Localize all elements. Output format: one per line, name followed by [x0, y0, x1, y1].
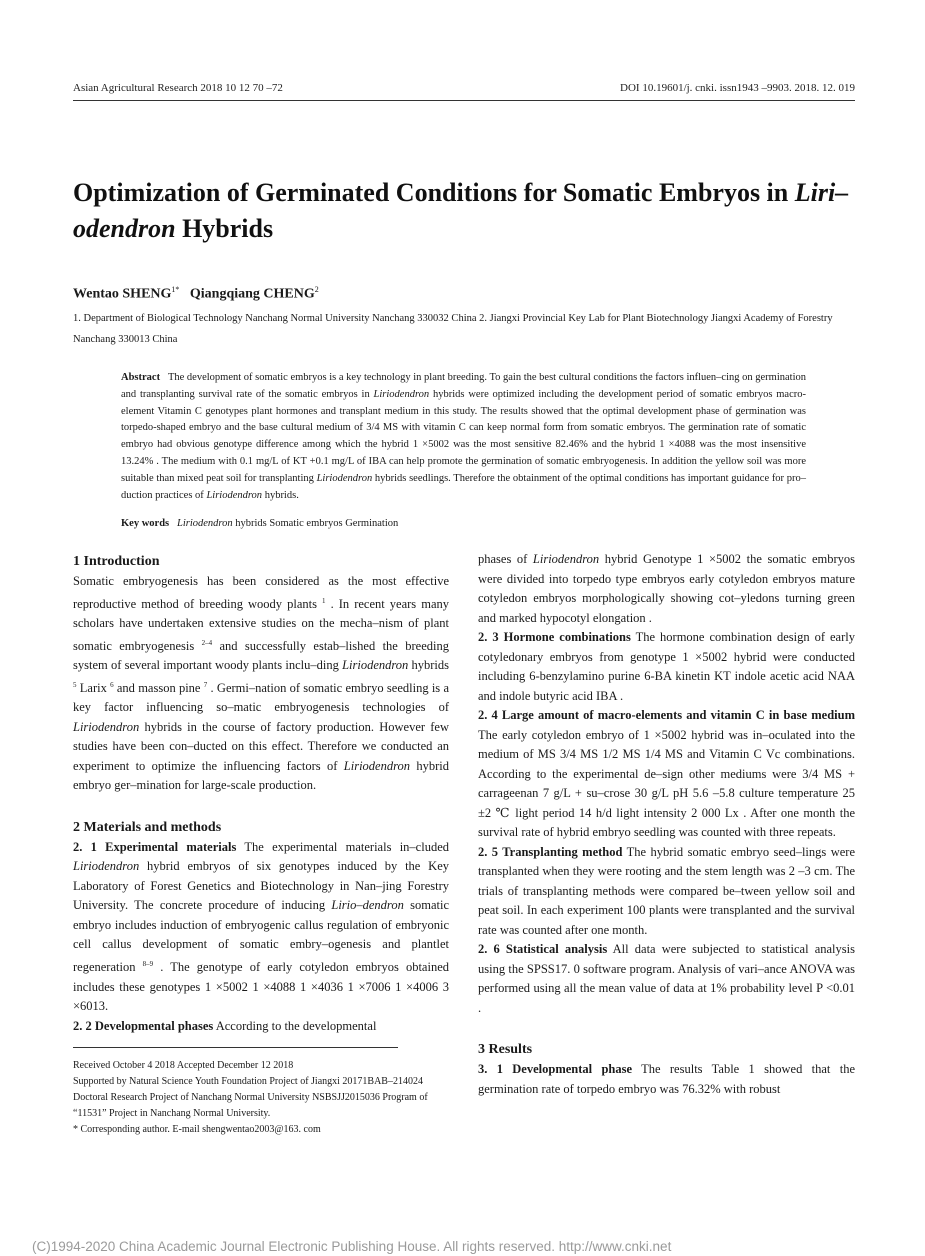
s22-text: According to the developmental: [213, 1018, 377, 1033]
s21-text: . The genotype of early cotyledon embryos obtained includes these genotypes 1 ×5002 1 ×4088 1 ×4036 1 ×7006 1 ×4006 3 ×6013.: [73, 960, 449, 1014]
authors: [73, 285, 319, 303]
ref-sup: 1: [322, 596, 326, 605]
section-2-2-continued: [478, 550, 855, 628]
keyword-italic: Liriodendron: [177, 518, 233, 529]
s1-text: and successfully estab–lished the breeding system of several important woody plants inclu–ding: [73, 638, 449, 673]
s31-text: The results Table 1 showed that the germination rate of torpedo embryo was 76.32% with robust: [478, 1062, 855, 1096]
title-text-1: Optimization of Germinated Conditions for Somatic Embryos in: [73, 178, 795, 207]
abstract-label: Abstract: [121, 372, 161, 383]
title-text-2: Hybrids: [175, 214, 274, 243]
ref-sup: 6: [110, 680, 114, 689]
s21-italic: Lirio–dendron: [331, 898, 404, 913]
abstract-text-g: hybrids.: [262, 489, 299, 501]
ref-sup: 5: [73, 680, 77, 689]
section-2-6-heading: 2. 6 Statistical analysis: [478, 942, 608, 956]
abstract-italic-2: Liriodendron: [316, 472, 373, 484]
s1-text: hybrids in the course of factory production. However few studies have been con–ducted on this effect. Therefore we conducted an experiment to optimize the influencing factors of: [73, 719, 449, 773]
s21-italic: Liriodendron: [73, 859, 140, 874]
s23-text: The hormone combination design of early cotyledonary embryos from genotype 1 ×5002 hybrid were conducted including 6-benzylamino purine 6-BA kinetin KT indole acetic acid NAA and indole butyric acid IBA .: [478, 630, 855, 703]
footnote-divider: [73, 1047, 398, 1048]
s1-text: hybrid embryo ger–mination for large-scale production.: [73, 758, 449, 793]
author-2: Qiangqiang CHENG: [189, 286, 315, 302]
abstract-italic-1: Liriodendron: [373, 388, 430, 400]
section-2-2-heading: 2. 2 Developmental phases: [73, 1018, 214, 1033]
keywords: [121, 518, 398, 529]
s1-italic: Liriodendron: [342, 658, 409, 673]
keywords-label: Key words: [121, 518, 170, 529]
running-header-doi: DOI 10.19601/j. cnki. issn1943 –9903. 2018. 12. 019: [620, 82, 855, 94]
s1-text: and masson pine: [113, 680, 204, 695]
s25-text: The hybrid somatic embryo seed–lings were transplanted when they were rooting and the stem length was 2 –3 cm. The trials of transplanting methods were compared be–tween yellow soil and peat soil. In each experiment 100 plants were transplanted and the survival rate was counted after one month.: [478, 844, 855, 937]
section-2-1-heading: 2. 1 Experimental materials: [73, 839, 237, 854]
abstract-text-a: The development of somatic embryos is a key technology in plant breeding. To gain the best cultural conditions the factors influen–cing on germination and transplanting survival rate of the somatic embryos in: [121, 372, 807, 400]
section-1-paragraph: [73, 572, 449, 796]
paper-title: [73, 175, 873, 247]
section-2-4-paragraph: [478, 706, 855, 843]
s1-text: . In recent years many scholars have undertaken extensive studies on the mecha–nism of plant somatic embryogenesis: [73, 596, 449, 653]
abstract-text-e: hybrids seedlings. Therefore the obtainment of the optimal conditions has important guidance for pro–duction practices of: [121, 472, 806, 501]
section-3-1-heading: 3. 1 Developmental phase: [478, 1062, 633, 1076]
abstract-text-c: hybrids were optimized including the development period of somatic embryos macro-element Vitamin C genotypes plant hormones and transplant medium in this study. The results showed that the optimal development phase of germination was torpedo-shaped embryo and the base cultural medium of 3/4 MS with vitamin C can keep normal form from somatic embryos. The germination rate of somatic embryo had obvious genotype difference among which the hybrid 1 ×5002 was the most sensitive 82.46% and the hybrid 1 ×4088 was the most insensitive 13.24% . The medium with 0.1 mg/L of KT +0.1 mg/L of IBA can help promote the germination of somatic embryogenesis. In addition the yellow soil was more suitable than mixed peat soil for transplanting: [121, 388, 806, 484]
section-2-4-heading: 2. 4 Large amount of macro-elements and vitamin C in base medium: [478, 708, 855, 722]
footnote-received: Received October 4 2018 Accepted December 12 2018: [73, 1060, 294, 1071]
footnote-corresponding: * Corresponding author. E-mail shengwentao2003@163. com: [73, 1124, 321, 1135]
copyright-notice: (C)1994-2020 China Academic Journal Electronic Publishing House. All rights reserved. http://www.cnki.net: [32, 1239, 672, 1254]
affiliation: 1. Department of Biological Technology Nanchang Normal University Nanchang 330032 China 2. Jiangxi Provincial Key Lab for Plant Biotechnology Jiangxi Academy of Forestry Nanchang 330013 China: [73, 313, 833, 345]
s1-italic: Liriodendron: [73, 719, 140, 734]
left-column: [73, 550, 449, 1036]
section-2-5-heading: 2. 5 Transplanting method: [478, 844, 623, 859]
s26-text: All data were subjected to statistical analysis using the SPSS17. 0 software program. Analysis of vari–ance ANOVA was performed using all the mean value of data at 1% probability level P <0.01 .: [478, 942, 855, 1015]
section-2-2-paragraph: [73, 1017, 449, 1037]
section-2-5-paragraph: [478, 843, 855, 941]
abstract: [121, 370, 806, 504]
title-italic: Liri–odendron: [73, 178, 849, 243]
s1-text: hybrids: [408, 658, 450, 673]
s21-text: hybrid embryos of six genotypes induced by the Key Laboratory of Forest Genetics and Biotechnology in Nan–jing Forestry University. The concrete procedure of inducing: [73, 859, 449, 913]
header-divider: [73, 100, 855, 101]
s22c-text: hybrid Genotype 1 ×5002 the somatic embryos were divided into torpedo type embryos early cotyledon embryos mature cotyledon embryos morphologically showing cot–yledons turning green and marked hypocotyl elongation .: [478, 552, 855, 625]
keyword-rest: hybrids Somatic embryos Germination: [232, 518, 399, 529]
author-1-sup: 1*: [171, 285, 180, 294]
spacer: [73, 796, 449, 816]
s22c-text: phases of: [478, 552, 533, 566]
s1-text: Somatic embryogenesis has been considered as the most effective reproductive method of breeding woody plants: [73, 574, 449, 611]
s24-text: The early cotyledon embryo of 1 ×5002 hybrid was in–oculated into the medium of MS 3/4 MS 1/2 MS 1/4 MS and Vitamin C Vc combinations. According to the experimental de–sign other mediums were 3/4 MS + carrageenan 7 g/L + su–crose 30 g/L pH 5.6 –5.8 culture temperature 25 ±2 ℃ light period 14 h/d light intensity 2 000 Lx . After one month the survival rate of hybrid embryo seedling was counted with three repeats.: [478, 727, 855, 839]
section-3-1-paragraph: [478, 1060, 855, 1099]
running-header-journal: Asian Agricultural Research 2018 10 12 70 –72: [73, 82, 283, 94]
section-3-heading: 3 Results: [478, 1042, 533, 1057]
section-2-3-heading: 2. 3 Hormone combinations: [478, 630, 631, 644]
s1-italic: Liriodendron: [343, 758, 410, 773]
section-2-1-paragraph: [73, 838, 449, 1017]
ref-sup: 2–4: [201, 638, 213, 647]
footnote-supported: Supported by Natural Science Youth Foundation Project of Jiangxi 20171BAB–214024 Doctoral Research Project of Nanchang Normal University NSBSJJ2015036 Program of “11531” Project in Nanchang Normal University.: [73, 1076, 428, 1119]
section-1-heading: 1 Introduction: [73, 554, 160, 569]
abstract-italic-3: Liriodendron: [206, 489, 263, 501]
s21-text: somatic embryo includes induction of embryogenic callus regulation of embryonic cell callus development of somatic embry–ogenesis and plantlet regeneration: [73, 898, 449, 975]
ref-sup: 8–9: [142, 959, 154, 968]
right-column: [478, 550, 855, 1099]
author-1: Wentao SHENG: [73, 286, 172, 302]
s22c-italic: Liriodendron: [532, 552, 600, 566]
ref-sup: 7: [203, 680, 208, 689]
section-2-3-paragraph: [478, 628, 855, 706]
author-2-sup: 2: [314, 285, 319, 294]
s1-text: . Germi–nation of somatic embryo seedling is a key factor influencing so–matic embryogenesis technologies of: [73, 680, 449, 715]
section-2-heading: 2 Materials and methods: [73, 819, 222, 835]
spacer: [478, 1018, 855, 1038]
section-2-6-paragraph: [478, 940, 855, 1018]
s21-text: The experimental materials in–cluded: [236, 839, 450, 854]
s1-text: Larix: [76, 680, 111, 695]
footnotes: [73, 1058, 449, 1138]
